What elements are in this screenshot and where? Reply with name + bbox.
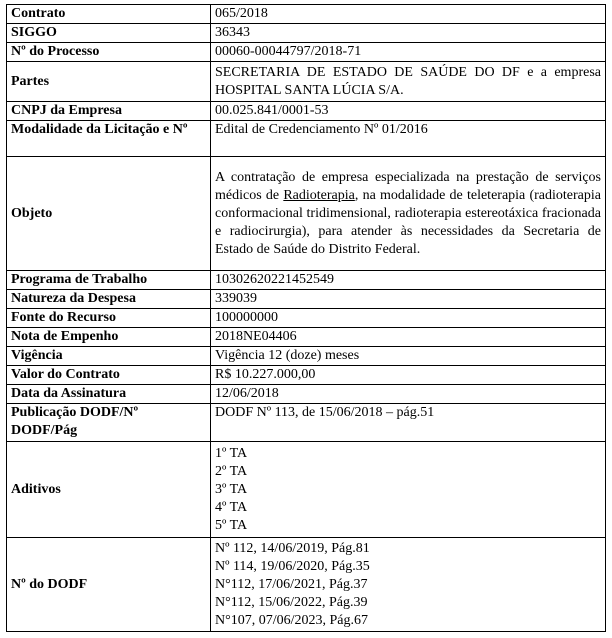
- row-siggo: [7, 24, 606, 43]
- row-partes: [7, 62, 606, 102]
- label-assinatura: Data da Assinatura: [7, 385, 211, 404]
- value-aditivos: [211, 442, 606, 538]
- row-valor: [7, 366, 606, 385]
- value-partes: SECRETARIA DE ESTADO DE SAÚDE DO DF e a empresa HOSPITAL SANTA LÚCIA S/A.: [211, 62, 606, 102]
- label-fonte: Fonte do Recurso: [7, 309, 211, 328]
- value-dodf: [211, 538, 606, 632]
- value-objeto: [211, 157, 606, 271]
- row-publicacao: [7, 404, 606, 442]
- label-vigencia: Vigência: [7, 347, 211, 366]
- label-siggo: SIGGO: [7, 24, 211, 43]
- row-processo: [7, 43, 606, 62]
- aditivo-item: 2º TA: [215, 463, 248, 479]
- label-processo: Nº do Processo: [7, 43, 211, 62]
- row-fonte: [7, 309, 606, 328]
- label-valor: Valor do Contrato: [7, 366, 211, 385]
- label-contrato: Contrato: [7, 5, 211, 24]
- aditivo-item: 4º TA: [215, 499, 248, 515]
- label-natureza: Natureza da Despesa: [7, 290, 211, 309]
- row-assinatura: [7, 385, 606, 404]
- row-programa: [7, 271, 606, 290]
- label-dodf: Nº do DODF: [7, 538, 211, 632]
- label-programa: Programa de Trabalho: [7, 271, 211, 290]
- dodf-item: Nº 112, 14/06/2019, Pág.81: [215, 540, 370, 556]
- value-publicacao: DODF Nº 113, de 15/06/2018 – pág.51: [211, 404, 606, 442]
- row-aditivos: [7, 442, 606, 538]
- row-empenho: [7, 328, 606, 347]
- contract-table: [6, 4, 606, 632]
- value-modalidade: Edital de Credenciamento Nº 01/2016: [211, 121, 606, 157]
- label-objeto: Objeto: [7, 157, 211, 271]
- value-vigencia: Vigência 12 (doze) meses: [211, 347, 606, 366]
- value-empenho: 2018NE04406: [211, 328, 606, 347]
- row-contrato: [7, 5, 606, 24]
- value-processo: 00060-00044797/2018-71: [211, 43, 606, 62]
- dodf-item: N°107, 07/06/2023, Pág.67: [215, 612, 368, 628]
- value-contrato: 065/2018: [211, 5, 606, 24]
- label-empenho: Nota de Empenho: [7, 328, 211, 347]
- value-cnpj: 00.025.841/0001-53: [211, 102, 606, 121]
- label-modalidade: Modalidade da Licitação e Nº: [7, 121, 211, 157]
- objeto-text-after: , na modalidade de teleterapia (radioterapia conformacional tridimensional, radioterapia estereotáxica fracionada e radiocirurgia), para atender às necessidades da Secretaria de Estado de Saúde do Distrito Federal.: [215, 187, 601, 257]
- row-dodf: [7, 538, 606, 632]
- row-modalidade: [7, 121, 606, 157]
- aditivo-item: 1º TA: [215, 445, 248, 461]
- value-assinatura: 12/06/2018: [211, 385, 606, 404]
- row-objeto: [7, 157, 606, 271]
- label-publicacao: Publicação DODF/Nº DODF/Pág: [7, 404, 211, 442]
- objeto-underlined-term: Radioterapia: [283, 187, 355, 203]
- row-cnpj: [7, 102, 606, 121]
- value-siggo: 36343: [211, 24, 606, 43]
- value-programa: 10302620221452549: [211, 271, 606, 290]
- aditivo-item: 3º TA: [215, 481, 248, 497]
- row-vigencia: [7, 347, 606, 366]
- dodf-item: N°112, 17/06/2021, Pág.37: [215, 576, 368, 592]
- value-valor: R$ 10.227.000,00: [211, 366, 606, 385]
- dodf-item: N°112, 15/06/2022, Pág.39: [215, 594, 368, 610]
- aditivo-item: 5º TA: [215, 517, 248, 533]
- label-cnpj: CNPJ da Empresa: [7, 102, 211, 121]
- row-natureza: [7, 290, 606, 309]
- label-aditivos: Aditivos: [7, 442, 211, 538]
- objeto-text-before: A contratação de empresa especializada na prestação de serviços médicos de: [215, 169, 601, 203]
- dodf-item: Nº 114, 19/06/2020, Pág.35: [215, 558, 370, 574]
- label-partes: Partes: [7, 62, 211, 102]
- value-fonte: 100000000: [211, 309, 606, 328]
- value-natureza: 339039: [211, 290, 606, 309]
